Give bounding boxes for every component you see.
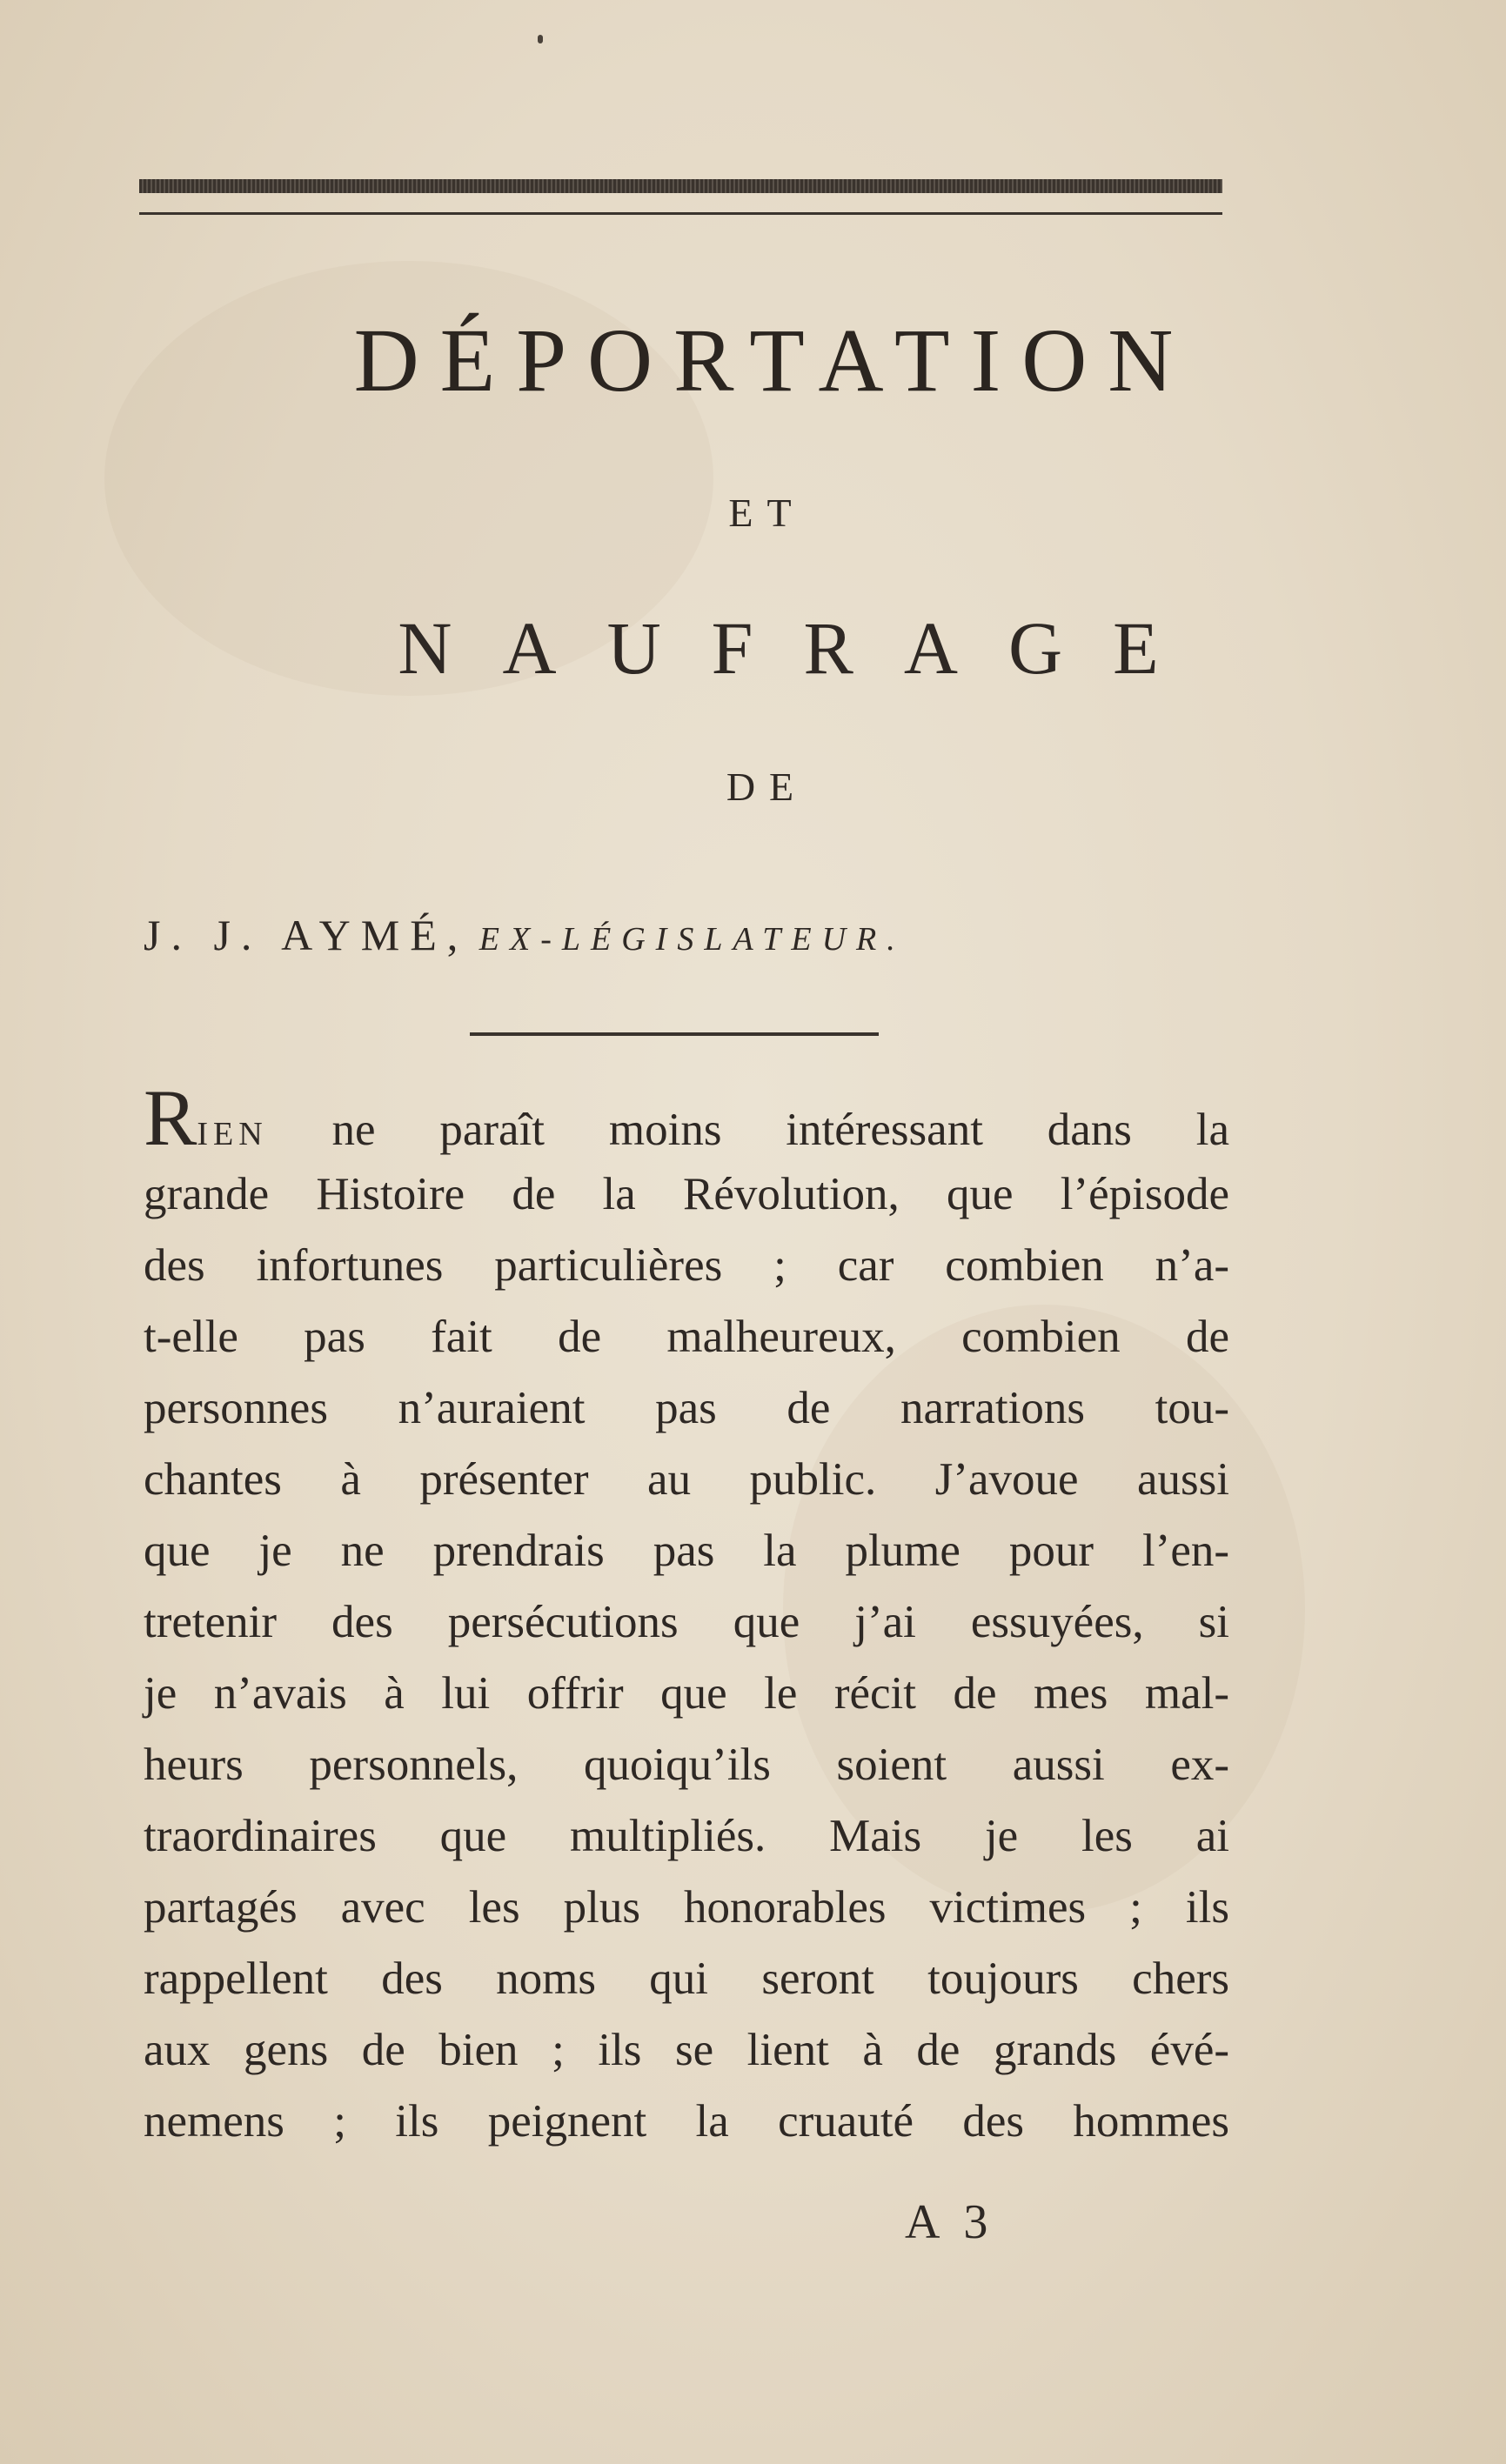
body-line: aux gens de bien ; ils se lient à de grands évé-: [144, 2025, 1229, 2075]
body-paragraph: [144, 1073, 1229, 2157]
body-line: partagés avec les plus honorables victimes ; ils: [144, 1882, 1229, 1933]
body-line: je n’avais à lui offrir que le récit de mes mal-: [144, 1668, 1229, 1719]
body-line: grande Histoire de la Révolution, que l’épisode: [144, 1169, 1229, 1219]
body-line: nemens ; ils peignent la cruauté des hommes: [144, 2096, 1229, 2147]
signature-mark: A 3: [905, 2195, 995, 2249]
body-line: t-elle pas fait de malheureux, combien de: [144, 1312, 1229, 1362]
body-line: tretenir des persécutions que j’ai essuyées, si: [144, 1597, 1229, 1647]
body-line: rappellent des noms qui seront toujours chers: [144, 1953, 1229, 2004]
author-name: J. J. AYMÉ,: [144, 911, 469, 959]
body-line: heurs personnels, quoiqu’ils soient aussi ex-: [144, 1739, 1229, 1790]
body-line: [144, 1073, 1229, 1162]
body-line: chantes à présenter au public. J’avoue aussi: [144, 1454, 1229, 1505]
body-line: traordinaires que multipliés. Mais je les ai: [144, 1811, 1229, 1861]
drop-capital: R: [144, 1073, 197, 1162]
title-conjunction: ET: [728, 491, 806, 535]
header-thin-rule: [139, 212, 1222, 215]
body-line: des infortunes particulières ; car combien n’a-: [144, 1240, 1229, 1291]
ink-speck: [538, 35, 543, 43]
body-line: que je ne prendrais pas la plume pour l’en-: [144, 1526, 1229, 1576]
opening-smallcaps: IEN: [197, 1116, 268, 1152]
page-subtitle: NAUFRAGE: [398, 606, 1209, 690]
author-title: EX-LÉGISLATEUR.: [479, 921, 906, 958]
page-title: DÉPORTATION: [353, 311, 1195, 411]
section-divider: [470, 1032, 879, 1036]
header-ornamental-rule: [139, 179, 1222, 193]
body-line: personnes n’auraient pas de narrations tou-: [144, 1383, 1229, 1433]
author-line: [144, 900, 1227, 970]
body-line-text: ne paraît moins intéressant dans la: [267, 1105, 1229, 1155]
title-preposition: DE: [726, 765, 808, 809]
